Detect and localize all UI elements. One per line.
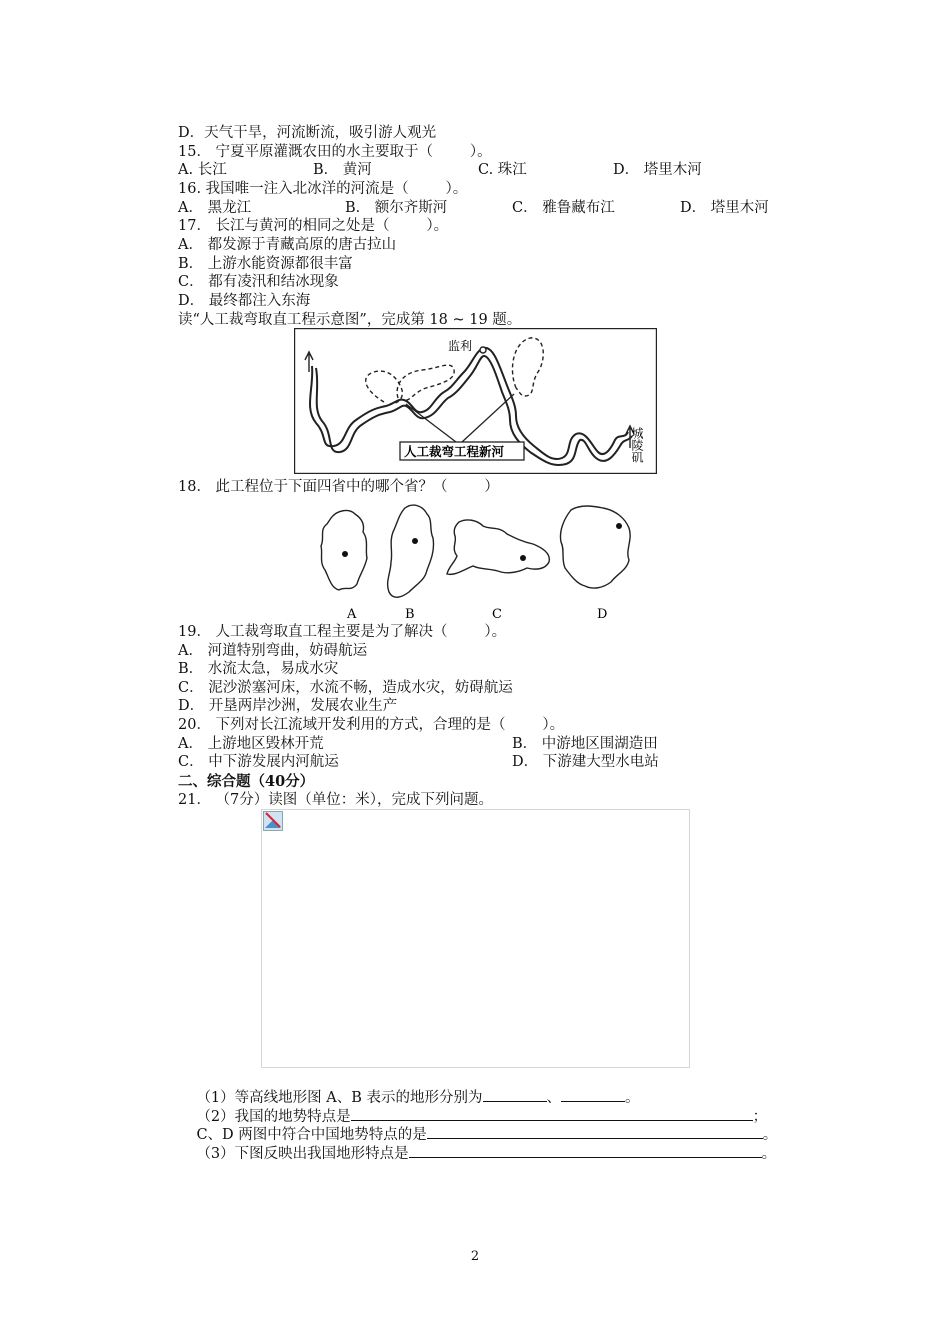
q21-sub2-end: ； <box>752 1109 768 1125</box>
province-b-dot <box>412 538 418 544</box>
q14-option-d: D．天气干旱，河流断流，吸引游人观光 <box>178 125 437 141</box>
q16-option-b: B． 额尔齐斯河 <box>345 200 448 216</box>
q19-option-a: A． 河道特别弯曲，妨碍航运 <box>178 643 368 659</box>
q17-option-d: D． 最终都注入东海 <box>178 293 311 309</box>
intro-18-19: 读“人工裁弯取直工程示意图”，完成第 18 ~ 19 题。 <box>178 312 522 328</box>
q21-sub2b-text: C、D 两图中符合中国地势特点的是 <box>196 1127 427 1143</box>
q17-option-c: C． 都有凌汛和结冰现象 <box>178 274 339 290</box>
province-label-c: C <box>492 607 502 622</box>
q17-stem: 17． 长江与黄河的相同之处是（ ）。 <box>178 218 449 234</box>
missing-image-frame <box>261 809 690 1068</box>
broken-image-icon <box>263 811 283 831</box>
q21-stem: 21． （7分）读图（单位：米），完成下列问题。 <box>178 792 494 808</box>
q17-option-b: B． 上游水能资源都很丰富 <box>178 256 353 272</box>
province-c-dot <box>520 555 526 561</box>
q15-option-d: D． 塔里木河 <box>613 162 702 178</box>
q21-sub1-text: （1）等高线地形图 A、B 表示的地形分别为 <box>196 1090 483 1106</box>
q16-option-d: D． 塔里木河 <box>680 200 769 216</box>
q20-option-a: A． 上游地区毁林开荒 <box>178 736 324 752</box>
q15-option-b: B． 黄河 <box>313 162 372 178</box>
q21-sub3-text: （3）下图反映出我国地形特点是 <box>196 1146 409 1162</box>
q21-sub3-blank[interactable] <box>409 1143 762 1158</box>
province-a-outline <box>321 511 367 590</box>
q19-option-d: D． 开垦两岸沙洲，发展农业生产 <box>178 698 398 714</box>
q16-stem: 16. 我国唯一注入北冰洋的河流是（ ）。 <box>178 181 468 197</box>
province-d-dot <box>616 523 622 529</box>
province-a-dot <box>342 551 348 557</box>
q21-sub1-sep: 、 <box>546 1090 562 1106</box>
town-label: 监利 <box>448 339 473 353</box>
province-maps-figure <box>309 496 639 622</box>
q21-sub2-text: （2）我国的地势特点是 <box>196 1109 351 1125</box>
city-label: 城陵矶 <box>630 427 644 463</box>
province-label-b: B <box>405 607 415 622</box>
q21-sub1-end: 。 <box>625 1090 640 1106</box>
river-cutoff-figure <box>294 328 657 474</box>
q21-sub3 <box>178 1124 776 1183</box>
q20-option-d: D． 下游建大型水电站 <box>512 754 659 770</box>
province-d-outline <box>560 506 630 588</box>
page-number: 2 <box>470 1249 480 1264</box>
q20-option-c: C． 中下游发展内河航运 <box>178 754 339 770</box>
province-maps <box>309 496 639 622</box>
q18-stem: 18． 此工程位于下面四省中的哪个省？（ ） <box>178 479 499 495</box>
q15-stem: 15． 宁夏平原灌溉农田的水主要取于（ ）。 <box>178 144 492 160</box>
q16-option-a: A． 黑龙江 <box>178 200 252 216</box>
q21-sub2b-end: 。 <box>762 1127 778 1143</box>
q20-stem: 20． 下列对长江流域开发利用的方式，合理的是（ ）。 <box>178 717 565 733</box>
q15-option-a: A. 长江 <box>178 162 227 178</box>
section-2-heading: 二、综合题（40分） <box>178 773 315 790</box>
province-b-outline <box>388 505 434 597</box>
q15-option-c: C. 珠江 <box>478 162 527 178</box>
q20-option-b: B． 中游地区围湖造田 <box>512 736 658 752</box>
q19-option-c: C． 泥沙淤塞河床，水流不畅，造成水灾，妨碍航运 <box>178 680 513 696</box>
new-river-label: 人工裁弯工程新河 <box>404 444 505 459</box>
q19-option-b: B． 水流太急，易成水灾 <box>178 661 339 677</box>
river-cutoff-diagram <box>294 328 657 474</box>
q17-option-a: A． 都发源于青藏高原的唐古拉山 <box>178 237 397 253</box>
province-label-d: D <box>597 607 608 622</box>
q21-sub3-end: 。 <box>761 1146 777 1162</box>
q16-option-c: C． 雅鲁藏布江 <box>512 200 615 216</box>
province-label-a: A <box>347 607 357 622</box>
province-c-outline <box>447 520 549 574</box>
q19-stem: 19． 人工裁弯取直工程主要是为了解决（ ）。 <box>178 624 507 640</box>
